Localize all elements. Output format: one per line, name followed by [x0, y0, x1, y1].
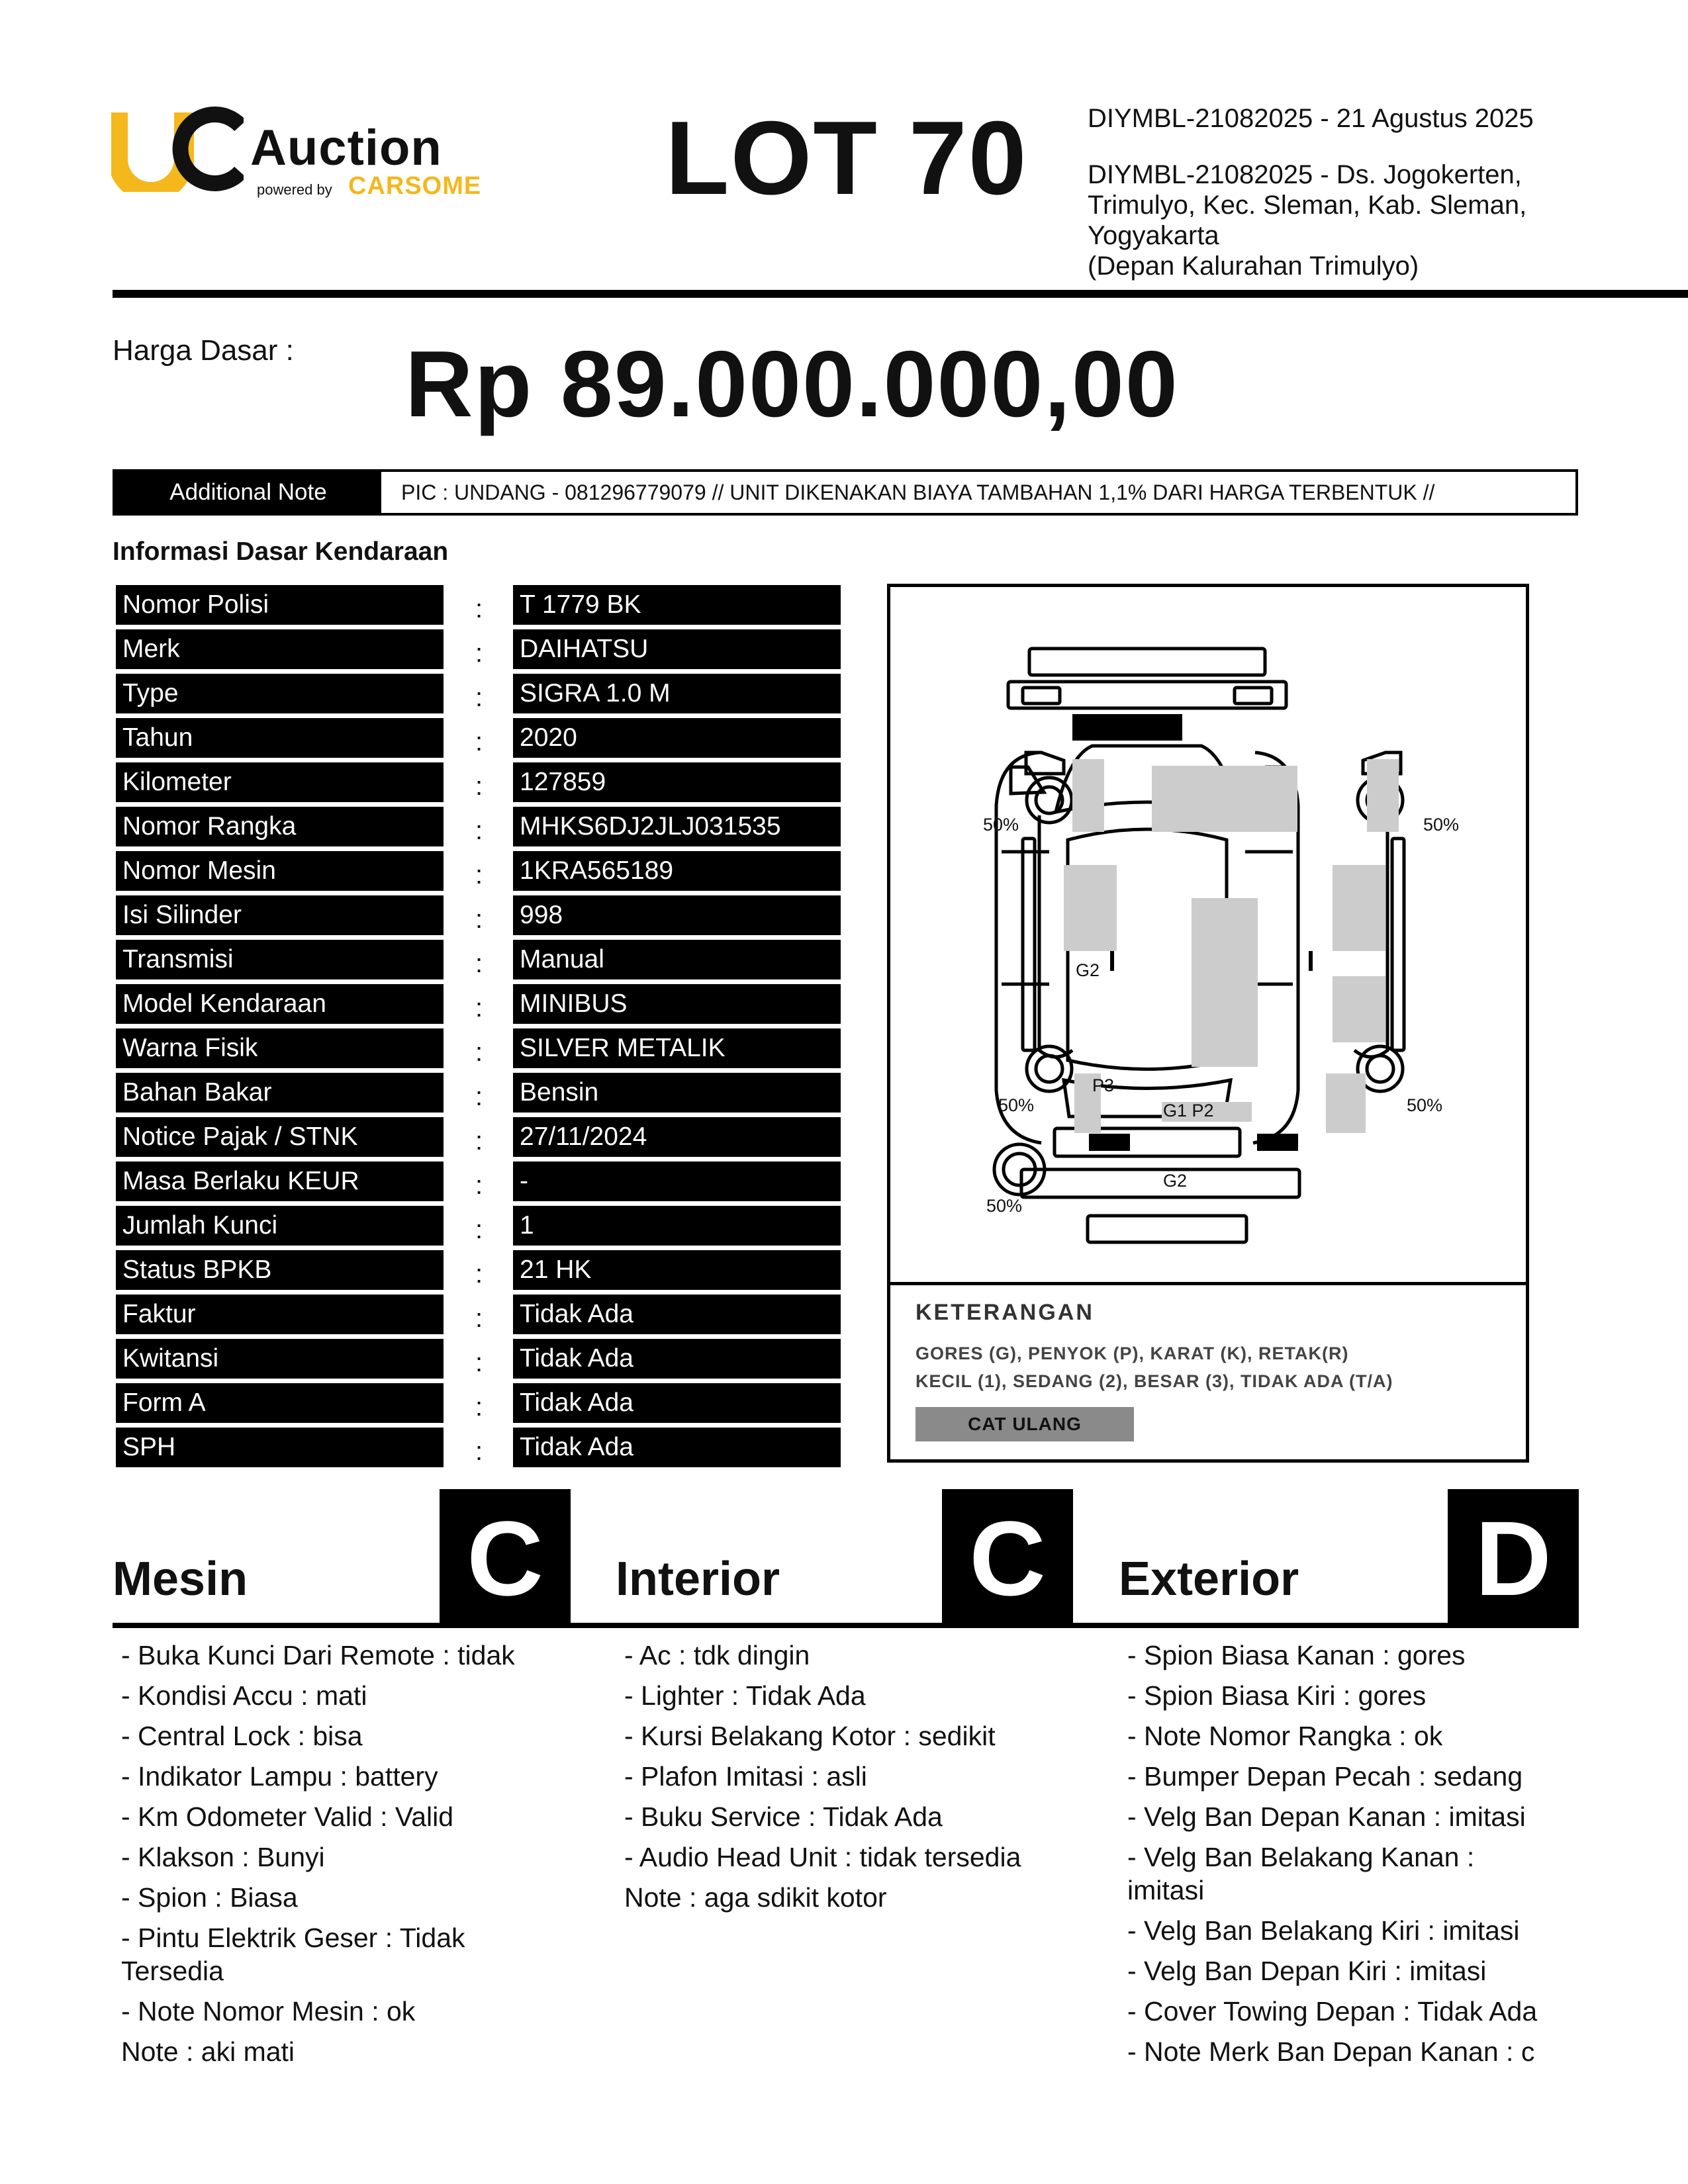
interior-condition-item: - Audio Head Unit : tidak tersedia: [624, 1842, 1021, 1872]
additional-note: [113, 469, 1578, 516]
front-bumper-right-lamp: [1235, 688, 1272, 704]
info-row: [116, 1428, 844, 1472]
info-key: SPH: [116, 1428, 444, 1467]
left-side-skirt: [1023, 839, 1035, 1050]
info-row: [116, 895, 844, 940]
info-value: MHKS6DJ2JLJ031535: [513, 807, 841, 846]
info-key: Kwitansi: [116, 1339, 444, 1379]
damage-label-rear-center: G1 P2: [1163, 1101, 1214, 1120]
grade-mesin-badge: C: [440, 1489, 571, 1628]
exterior-condition-item: - Velg Ban Belakang Kanan : imitasi: [1127, 1842, 1475, 1905]
mesin-condition-item: - Kondisi Accu : mati: [121, 1680, 367, 1711]
logo-partner: CARSOME: [348, 172, 482, 200]
right-door-handle: [1309, 951, 1313, 971]
damage-label-rear-bumper: G2: [1163, 1171, 1188, 1191]
info-value: SIGRA 1.0 M: [513, 674, 841, 713]
info-separator: :: [475, 683, 483, 712]
uc-logo-icon: [111, 106, 244, 192]
damage-right-rear-door: [1333, 976, 1385, 1042]
price-label: Harga Dasar :: [113, 334, 294, 367]
info-row: [116, 807, 844, 851]
info-key: Masa Berlaku KEUR: [116, 1161, 444, 1201]
legend-repaint-swatch: CAT ULANG: [915, 1407, 1134, 1441]
info-row: [116, 762, 844, 807]
info-value: DAIHATSU: [513, 629, 841, 669]
info-row: [116, 1117, 844, 1161]
legend-severity: KECIL (1), SEDANG (2), BESAR (3), TIDAK ADA (T/A): [915, 1371, 1393, 1391]
info-value: 21 HK: [513, 1250, 841, 1290]
tire-label-spare: 50%: [986, 1196, 1023, 1216]
info-key: Merk: [116, 629, 444, 669]
grade-exterior-rule: [1074, 1623, 1579, 1628]
exterior-condition-item: - Bumper Depan Pecah : sedang: [1127, 1761, 1523, 1792]
info-separator: :: [475, 1126, 483, 1156]
info-separator: :: [475, 860, 483, 889]
logo-powered-by: powered by: [257, 181, 332, 198]
grade-exterior-title: Exterior: [1119, 1553, 1299, 1606]
header-divider: [113, 290, 1688, 298]
exterior-condition-item: - Cover Towing Depan : Tidak Ada: [1127, 1996, 1538, 2026]
grade-interior-badge: C: [942, 1489, 1073, 1628]
damage-right-front-door: [1333, 865, 1385, 951]
grade-exterior-badge: D: [1448, 1489, 1579, 1628]
car-damage-diagram: [887, 584, 1529, 1463]
damage-label-left-side: G2: [1076, 960, 1100, 980]
right-side-skirt: [1392, 839, 1404, 1050]
info-separator: :: [475, 594, 483, 623]
info-key: Nomor Mesin: [116, 851, 444, 891]
info-separator: :: [475, 993, 483, 1023]
interior-condition-item: - Buku Service : Tidak Ada: [624, 1801, 943, 1832]
info-value: MINIBUS: [513, 984, 841, 1024]
info-separator: :: [475, 1392, 483, 1422]
tire-label-rear-right: 50%: [1407, 1095, 1443, 1115]
info-key: Type: [116, 674, 444, 713]
mesin-condition-item: - Spion : Biasa: [121, 1882, 298, 1913]
info-separator: :: [475, 727, 483, 756]
info-key: Notice Pajak / STNK: [116, 1117, 444, 1157]
mesin-conditions: [121, 1639, 532, 2075]
damage-left-fender: [1072, 759, 1104, 832]
damage-hood: [1152, 766, 1297, 832]
mesin-condition-item: - Pintu Elektrik Geser : Tidak Tersedia: [121, 1923, 465, 1986]
additional-note-label: Additional Note: [115, 472, 381, 513]
info-key: Bahan Bakar: [116, 1073, 444, 1113]
exterior-conditions: [1127, 1639, 1551, 2075]
info-key: Kilometer: [116, 762, 444, 802]
exterior-condition-item: - Velg Ban Depan Kanan : imitasi: [1127, 1801, 1526, 1832]
info-key: Model Kendaraan: [116, 984, 444, 1024]
info-row: [116, 1383, 844, 1428]
tire-label-rear-left: 50%: [998, 1095, 1035, 1115]
info-value: Bensin: [513, 1073, 841, 1113]
info-value: 127859: [513, 762, 841, 802]
mesin-condition-item: Note : aki mati: [121, 2036, 295, 2067]
left-door-lines: [1002, 852, 1049, 984]
info-row: [116, 1073, 844, 1117]
info-value: 2020: [513, 718, 841, 758]
mesin-condition-item: - Km Odometer Valid : Valid: [121, 1801, 454, 1832]
mesin-condition-item: - Buka Kunci Dari Remote : tidak: [121, 1640, 515, 1670]
info-row: [116, 940, 844, 984]
front-bumper-left-lamp: [1023, 688, 1060, 704]
interior-condition-item: - Lighter : Tidak Ada: [624, 1680, 866, 1711]
info-row: [116, 1339, 844, 1383]
info-value: 1: [513, 1206, 841, 1246]
tire-label-front-left: 50%: [983, 815, 1019, 835]
info-value: 27/11/2024: [513, 1117, 841, 1157]
interior-conditions: [624, 1639, 1061, 1921]
rear-right-lamp: [1257, 1134, 1298, 1151]
auction-location: DIYMBL-21082025 - Ds. Jogokerten, Trimulyo, Kec. Sleman, Kab. Sleman, Yogyakarta (Depan Kalurahan Trimulyo): [1088, 160, 1527, 281]
info-key: Faktur: [116, 1295, 444, 1334]
grade-interior-title: Interior: [616, 1553, 780, 1606]
info-separator: :: [475, 1437, 483, 1466]
mesin-condition-item: - Central Lock : bisa: [121, 1721, 363, 1751]
info-separator: :: [475, 1348, 483, 1377]
info-value: Tidak Ada: [513, 1428, 841, 1467]
info-separator: :: [475, 1304, 483, 1333]
left-door-handle: [1110, 951, 1114, 971]
info-row: [116, 674, 844, 718]
info-separator: :: [475, 639, 483, 668]
spare-cover: [1088, 1216, 1246, 1242]
info-separator: :: [475, 1171, 483, 1200]
info-value: 1KRA565189: [513, 851, 841, 891]
info-value: 998: [513, 895, 841, 935]
info-key: Jumlah Kunci: [116, 1206, 444, 1246]
mesin-condition-item: - Indikator Lampu : battery: [121, 1761, 438, 1792]
info-row: [116, 718, 844, 762]
front-grille: [1072, 714, 1182, 741]
auction-code-date: DIYMBL-21082025 - 21 Agustus 2025: [1088, 104, 1534, 133]
info-row: [116, 984, 844, 1028]
tire-front-left: [1027, 778, 1072, 823]
interior-condition-item: Note : aga sdikit kotor: [624, 1882, 887, 1913]
legend-title: KETERANGAN: [915, 1300, 1094, 1325]
grade-mesin-rule: [113, 1623, 571, 1628]
grade-interior-rule: [571, 1623, 1074, 1628]
info-row: [116, 629, 844, 674]
info-separator: :: [475, 772, 483, 801]
hood-front-panel: [1029, 649, 1265, 675]
info-value: -: [513, 1161, 841, 1201]
info-separator: :: [475, 816, 483, 845]
info-key: Warna Fisik: [116, 1028, 444, 1068]
rear-left-lamp: [1089, 1134, 1130, 1151]
info-value: Tidak Ada: [513, 1383, 841, 1423]
info-separator: :: [475, 905, 483, 934]
exterior-condition-item: - Spion Biasa Kiri : gores: [1127, 1680, 1427, 1711]
info-row: [116, 1028, 844, 1073]
info-value: Tidak Ada: [513, 1339, 841, 1379]
info-separator: :: [475, 1038, 483, 1067]
tire-label-front-right: 50%: [1423, 815, 1460, 835]
vehicle-info-heading: Informasi Dasar Kendaraan: [113, 537, 449, 566]
lot-title: LOT 70: [665, 100, 1028, 216]
info-value: SILVER METALIK: [513, 1028, 841, 1068]
exterior-condition-item: - Spion Biasa Kanan : gores: [1127, 1640, 1466, 1670]
info-key: Transmisi: [116, 940, 444, 979]
exterior-condition-item: - Note Nomor Rangka : ok: [1127, 1721, 1443, 1751]
info-separator: :: [475, 1082, 483, 1111]
info-value: Manual: [513, 940, 841, 979]
damage-label-rear-left: P3: [1092, 1075, 1115, 1095]
damage-rear-right-quarter: [1326, 1073, 1366, 1133]
info-key: Status BPKB: [116, 1250, 444, 1290]
info-key: Form A: [116, 1383, 444, 1423]
info-row: [116, 1250, 844, 1295]
damage-left-front-door: [1064, 865, 1117, 951]
interior-condition-item: - Ac : tdk dingin: [624, 1640, 810, 1670]
vehicle-info-table: [116, 585, 844, 1472]
info-separator: :: [475, 1259, 483, 1289]
info-value: Tidak Ada: [513, 1295, 841, 1334]
exterior-condition-item: - Note Merk Ban Depan Kanan : c: [1127, 2036, 1535, 2067]
info-key: Tahun: [116, 718, 444, 758]
rear-bumper: [1021, 1169, 1299, 1197]
info-key: Isi Silinder: [116, 895, 444, 935]
grade-mesin-title: Mesin: [113, 1553, 248, 1606]
info-separator: :: [475, 949, 483, 978]
mesin-condition-item: - Note Nomor Mesin : ok: [121, 1996, 416, 2026]
logo-brand-text: Auction: [250, 120, 442, 176]
mesin-condition-item: - Klakson : Bunyi: [121, 1842, 325, 1872]
legend-damage-types: GORES (G), PENYOK (P), KARAT (K), RETAK(R): [915, 1343, 1349, 1363]
interior-condition-item: - Kursi Belakang Kotor : sedikit: [624, 1721, 996, 1751]
info-row: [116, 1161, 844, 1206]
info-row: [116, 1206, 844, 1250]
info-row: [116, 1295, 844, 1339]
additional-note-text: PIC : UNDANG - 081296779079 // UNIT DIKENAKAN BIAYA TAMBAHAN 1,1% DARI HARGA TERBENTUK //: [401, 480, 1435, 504]
diagram-legend: [890, 1282, 1526, 1463]
price-value: Rp 89.000.000,00: [405, 332, 1179, 437]
car-outline-svg: [890, 587, 1526, 1282]
interior-condition-item: - Plafon Imitasi : asli: [624, 1761, 867, 1792]
info-key: Nomor Polisi: [116, 585, 444, 625]
exterior-condition-item: - Velg Ban Belakang Kiri : imitasi: [1127, 1915, 1520, 1946]
exterior-condition-item: - Velg Ban Depan Kiri : imitasi: [1127, 1956, 1487, 1986]
info-separator: :: [475, 1215, 483, 1244]
damage-roof: [1192, 898, 1258, 1067]
info-key: Nomor Rangka: [116, 807, 444, 846]
uc-auction-logo: [111, 106, 482, 212]
info-row: [116, 585, 844, 629]
damage-right-fender: [1367, 759, 1399, 832]
info-row: [116, 851, 844, 895]
info-value: T 1779 BK: [513, 585, 841, 625]
